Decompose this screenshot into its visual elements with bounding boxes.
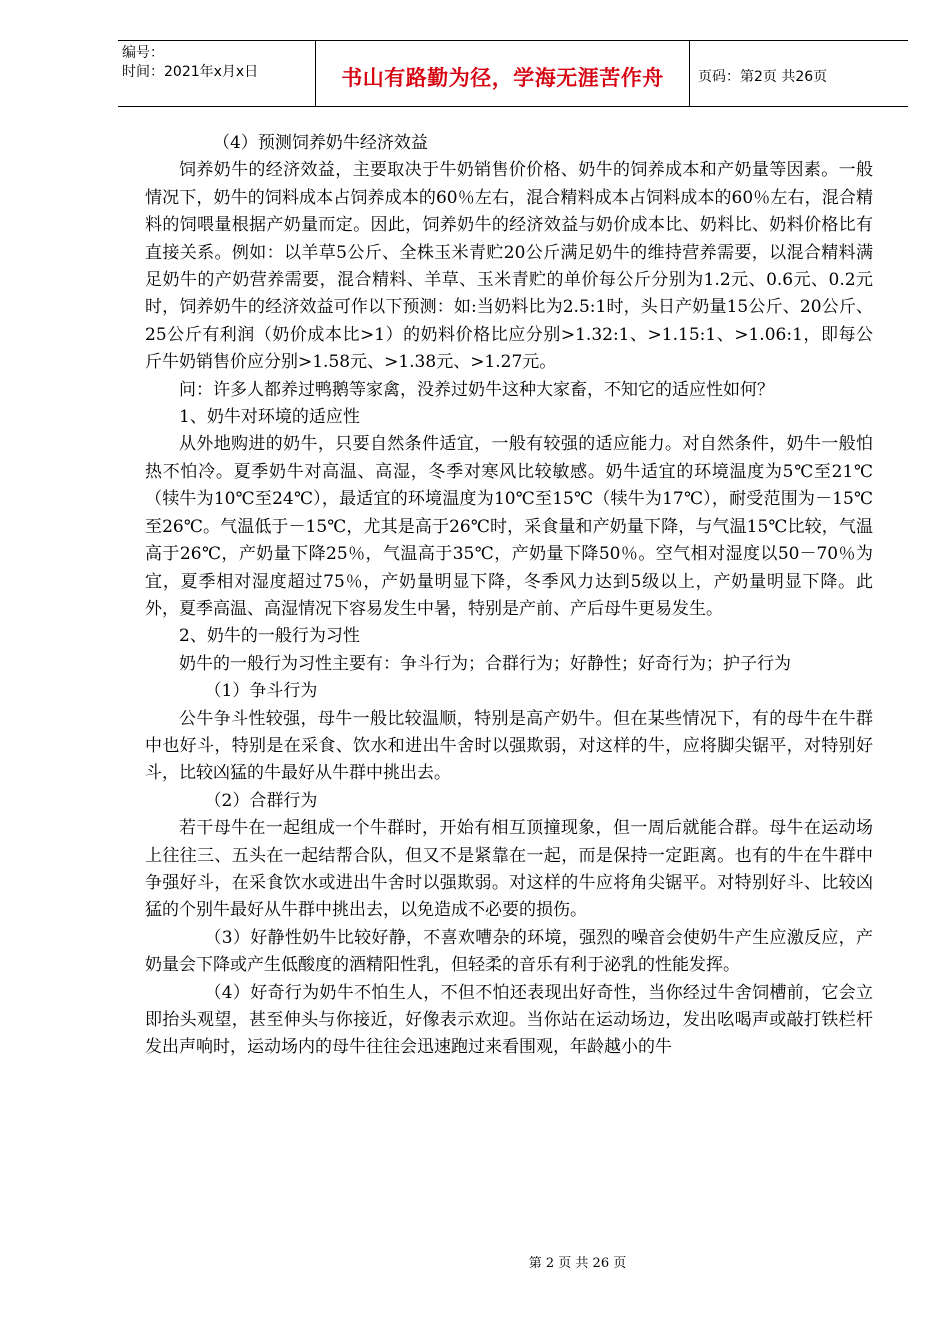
page-footer: 第 2 页 共 26 页 [528,1256,627,1271]
paragraph-question: 问：许多人都养过鸭鹅等家禽，没养过奶牛这种大家畜，不知它的适应性如何？ [179,379,774,400]
paragraph-behavior-list: 奶牛的一般行为习性主要有：争斗行为；合群行为；好静性；好奇行为；护子行为 [179,653,791,674]
paragraph-curiosity: （4）好奇行为奶牛不怕生人，不但不怕还表现出好奇性，当你经过牛舍饲槽前，它会立即抬头观望，甚至伸头与你接近，好像表示欢迎。当你站在运动场边，发出吆喝声或敲打铁栏杆发出声响时，运动场内的母牛往往会迅速跑过来看围观，年龄越小的牛 [145,982,873,1058]
heading-environment-adaptability: 1、奶牛对环境的适应性 [179,407,360,428]
heading-behavior-habits: 2、奶牛的一般行为习性 [179,626,360,647]
header-motto-cell [315,41,690,106]
time-label: 时间：2021年x月x日 [122,64,259,80]
page-header [118,40,908,107]
page-label: 页码：第2页 共26页 [698,68,828,85]
number-label: 编号： [122,45,164,61]
paragraph-environment: 从外地购进的奶牛，只要自然条件适宜，一般有较强的适应能力。对自然条件，奶牛一般怕热不怕冷。夏季奶牛对高温、高湿，冬季对寒风比较敏感。奶牛适宜的环境温度为5℃至21℃（犊牛为10℃至24℃），最适宜的环境温度为10℃至15℃（犊牛为17℃），耐受范围为－15℃至26℃。气温低于－15℃，尤其是高于26℃时，采食量和产奶量下降，与气温15℃比较，气温高于26℃，产奶量下降25％，气温高于35℃，产奶量下降50％。空气相对湿度以50－70％为宜，夏季相对湿度超过75％，产奶量明显下降，冬季风力达到5级以上，产奶量明显下降。此外，夏季高温、高湿情况下容易发生中暑，特别是产前、产后母牛更易发生。 [145,434,873,619]
heading-fighting-behavior: （1）争斗行为 [204,681,318,702]
paragraph-quietness: （3）好静性奶牛比较好静，不喜欢嘈杂的环境，强烈的噪音会使奶牛产生应激反应，产奶量会下降或产生低酸度的酒精阳性乳，但轻柔的音乐有利于泌乳的性能发挥。 [145,927,873,976]
paragraph-fighting: 公牛争斗性较强，母牛一般比较温顺，特别是高产奶牛。但在某些情况下，有的母牛在牛群中也好斗，特别是在采食、饮水和进出牛舍时以强欺弱，对这样的牛，应将脚尖锯平，对特别好斗，比较凶猛的牛最好从牛群中挑出去。 [145,708,873,784]
heading-herd-behavior: （2）合群行为 [204,790,318,811]
paragraph-economic-benefit: 饲养奶牛的经济效益，主要取决于牛奶销售价价格、奶牛的饲养成本和产奶量等因素。一般情况下，奶牛的饲料成本占饲养成本的60％左右，混合精料成本占饲料成本的60％左右，混合精料的饲喂量根据产奶量而定。因此，饲养奶牛的经济效益与奶价成本比、奶料比、奶料价格比有直接关系。例如：以羊草5公斤、全株玉米青贮20公斤满足奶牛的维持营养需要，以混合精料满足奶牛的产奶营养需要，混合精料、羊草、玉米青贮的单价每公斤分别为1.2元、0.6元、0.2元时，饲养奶牛的经济效益可作以下预测：如:当奶料比为2.5:1时，头日产奶量15公斤、20公斤、25公斤有利润（奶价成本比>1）的奶料价格比应分别>1.32:1、>1.15:1、>1.06:1，即每公斤牛奶销售价应分别>1.58元、>1.38元、>1.27元。 [145,160,873,373]
document-body [145,130,873,1062]
motto: 书山有路勤为径，学海无涯苦作舟 [341,65,664,90]
heading-predict-benefit: （4）预测饲养奶牛经济效益 [213,133,428,153]
header-page-cell [690,41,908,106]
paragraph-herd: 若干母牛在一起组成一个牛群时，开始有相互顶撞现象，但一周后就能合群。母牛在运动场上往往三、五头在一起结帮合队，但又不是紧靠在一起，而是保持一定距离。也有的牛在牛群中争强好斗，在采食饮水或进出牛舍时以强欺弱。对这样的牛应将角尖锯平。对特别好斗、比较凶猛的个别牛最好从牛群中挑出去，以免造成不必要的损伤。 [145,818,873,921]
header-meta [118,41,315,106]
